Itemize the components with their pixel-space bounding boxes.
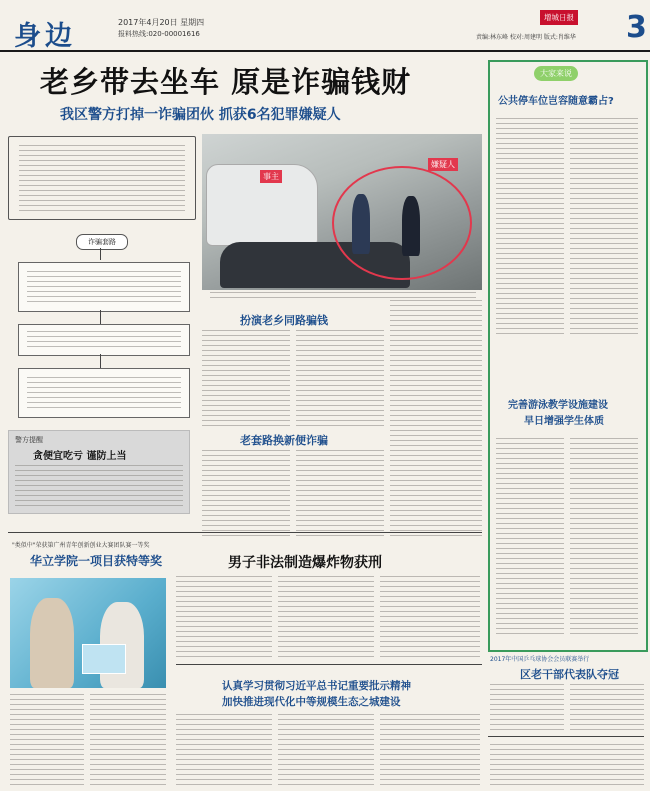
- opinion-headline-2b: 早日增强学生体质: [524, 416, 604, 427]
- label-victim: 事主: [260, 170, 282, 183]
- sports-kicker: 2017年中国乒乓球协会会员联赛举行: [490, 656, 590, 663]
- story-column: [570, 118, 638, 338]
- story-column: [296, 450, 384, 538]
- story-column: [296, 330, 384, 426]
- flow-step-2: [18, 324, 190, 356]
- column-badge: 大家来说: [534, 66, 578, 81]
- flow-arrow: [100, 248, 101, 260]
- opinion-headline-2a: 完善游泳教学设施建设: [508, 400, 608, 411]
- story-column: [202, 450, 290, 538]
- certificate: [82, 644, 126, 674]
- page-number: 3: [626, 10, 647, 45]
- flow-step-3: [18, 368, 190, 418]
- story-column: [496, 438, 564, 638]
- issue-date: 2017年4月20日 星期四: [118, 18, 205, 27]
- person-1: [352, 194, 370, 254]
- divider: [176, 664, 482, 665]
- main-subhead: 我区警方打掉一诈骗团伙 抓获6名犯罪嫌疑人: [60, 107, 341, 123]
- photo-caption: [210, 292, 476, 298]
- story2-headline: 华立学院一项目获特等奖: [30, 554, 163, 568]
- story-column: [176, 576, 272, 658]
- tip-title: 贪便宜吃亏 谨防上当: [33, 451, 127, 462]
- story-column: [380, 576, 480, 658]
- tip-heading: 警方提醒: [15, 436, 43, 444]
- section-title: 身边: [14, 21, 76, 52]
- person-2: [402, 196, 420, 256]
- story-column: [570, 684, 644, 730]
- section-heading-1: 扮演老乡同路骗钱: [240, 314, 328, 327]
- sports-headline: 区老干部代表队夺冠: [520, 668, 619, 681]
- award-photo: [10, 578, 166, 688]
- flow-arrow: [100, 354, 101, 368]
- story-column: [10, 694, 84, 786]
- quote-text: [19, 145, 185, 211]
- news-hotline: 报料热线:020-00001616: [118, 30, 200, 38]
- divider: [8, 532, 482, 533]
- intro-quote-box: [8, 136, 196, 220]
- story-column: [202, 330, 290, 426]
- story-column: [490, 684, 564, 730]
- flow-arrow: [100, 310, 101, 324]
- story2-kicker: "类似中"荣获第广州青年创新创业大赛团队赛一等奖: [12, 542, 150, 549]
- police-tip-box: [8, 430, 190, 514]
- story3-headline: 男子非法制造爆炸物获刑: [228, 555, 382, 571]
- flow-label: 诈骗套路: [76, 234, 128, 250]
- story4-headline-1: 认真学习贯彻习近平总书记重要批示精神: [222, 680, 411, 692]
- story-column: [176, 714, 272, 786]
- main-headline: 老乡带去坐车 原是诈骗钱财: [40, 65, 412, 99]
- editor-credits: 责编:林东峰 校对:周建明 版式:肖维华: [476, 34, 576, 41]
- story-column: [390, 300, 482, 536]
- story4-headline-2: 加快推进现代化中等规模生态之城建设: [222, 696, 401, 708]
- story-column: [380, 714, 480, 786]
- label-suspect: 嫌疑人: [428, 158, 458, 171]
- opinion-headline-1: 公共停车位岂容随意霸占?: [498, 96, 614, 107]
- page-header: [0, 0, 650, 52]
- flow-step-1: [18, 262, 190, 312]
- surveillance-photo: [202, 134, 482, 290]
- story-column: [90, 694, 166, 786]
- story-column: [278, 714, 374, 786]
- divider: [488, 736, 644, 737]
- person-left: [30, 598, 74, 688]
- story-column: [278, 576, 374, 658]
- opinion-column: [488, 60, 648, 652]
- newspaper-logo: 增城日报: [540, 10, 578, 25]
- story-column: [496, 118, 564, 338]
- story-column: [570, 438, 638, 638]
- notice-text: [490, 744, 644, 786]
- section-heading-2: 老套路换新便诈骗: [240, 434, 328, 447]
